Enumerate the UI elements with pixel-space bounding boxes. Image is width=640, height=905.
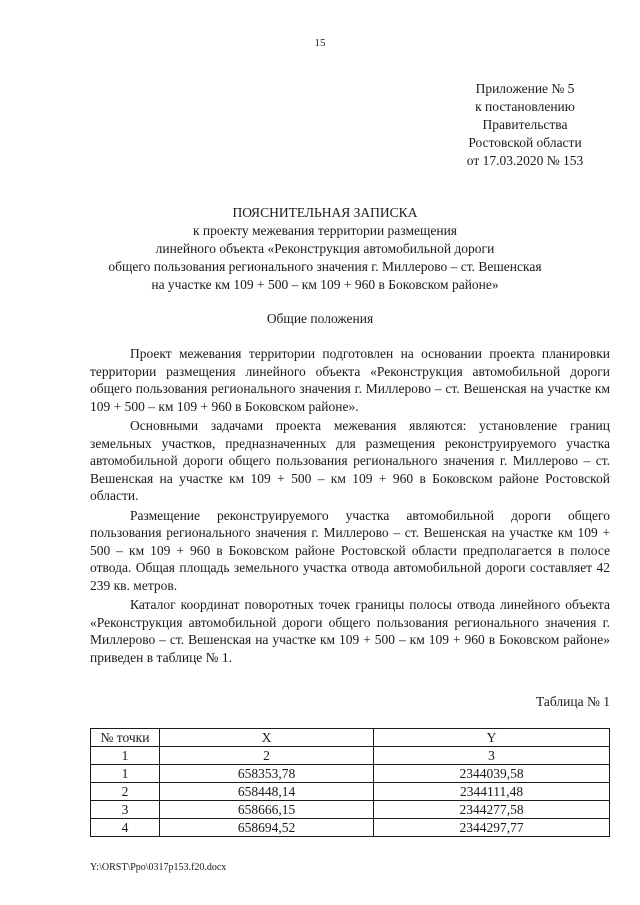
table-cell: 2344277,58 (374, 801, 610, 819)
paragraph: Проект межевания территории подготовлен на основании проекта планировки территории размещения линейного объекта «Реконструкция автомобильной дороги общего пользования регионального значения г. Миллерово – ст. Вешенская на участке км 109 + 500 – км 109 + 960 в Боковском районе». (90, 346, 610, 414)
footer-file-path: Y:\ORST\Ppo\0317p153.f20.docx (90, 862, 227, 873)
table-cell: 3 (374, 747, 610, 765)
title-line: к проекту межевания территории размещения (192, 223, 458, 238)
table-cell: 2344039,58 (374, 765, 610, 783)
appendix-line: к постановлению (475, 99, 575, 114)
document-title (40, 204, 610, 294)
coordinates-table (90, 728, 610, 837)
table-cell: 658694,52 (160, 819, 374, 837)
paragraph: Размещение реконструируемого участка автомобильной дороги общего пользования регионального значения г. Миллерово – ст. Вешенская на участке км 109 + 500 – км 109 + 960 в Боковском районе Ростовской области предполагается в полосе отвода. Общая площадь земельного участка отвода автомобильной дороги составляет 42 239 кв. метров. (90, 507, 610, 593)
page-number: 15 (314, 37, 326, 49)
table-cell: 2 (160, 747, 374, 765)
title-line: линейного объекта «Реконструкция автомобильной дороги (155, 241, 495, 256)
table-cell: 2 (91, 783, 160, 801)
table-cell: 658448,14 (160, 783, 374, 801)
table-cell: 3 (91, 801, 160, 819)
section-heading: Общие положения (266, 311, 374, 326)
table-caption: Таблица № 1 (536, 694, 610, 709)
table-cell: 1 (91, 747, 160, 765)
appendix-line: Приложение № 5 (475, 81, 575, 96)
table-cell: 2344111,48 (374, 783, 610, 801)
body-text (90, 345, 610, 668)
paragraph: Каталог координат поворотных точек границы полосы отвода линейного объекта «Реконструкция автомобильной дороги общего пользования регионального значения г. Миллерово – ст. Вешенская на участке км 109 + 500 – км 109 + 960 в Боковском районе» приведен в таблице № 1. (90, 597, 610, 665)
appendix-line: Правительства (482, 117, 568, 132)
title-line: на участке км 109 + 500 – км 109 + 960 в Боковском районе» (151, 277, 499, 292)
table-row (91, 801, 610, 819)
table-index-row (91, 747, 610, 765)
paragraph: Основными задачами проекта межевания являются: установление границ земельных участков, предназначенных для размещения реконструируемого участка автомобильной дороги общего пользования регионального значения г. Миллерово – ст. Вешенская на участке км 109 + 500 – км 109 + 960 в Боковском районе Ростовской области. (90, 418, 610, 503)
appendix-block (420, 80, 630, 170)
table-header-row (91, 729, 610, 747)
appendix-line: Ростовской области (468, 135, 582, 150)
table-cell: 658353,78 (160, 765, 374, 783)
table-row (91, 765, 610, 783)
table-row (91, 783, 610, 801)
table-cell: 4 (91, 819, 160, 837)
column-header-point: № точки (91, 729, 160, 747)
table-cell: 2344297,77 (374, 819, 610, 837)
appendix-line: от 17.03.2020 № 153 (466, 153, 584, 168)
column-header-x: X (160, 729, 374, 747)
table-cell: 658666,15 (160, 801, 374, 819)
title-heading: ПОЯСНИТЕЛЬНАЯ ЗАПИСКА (232, 205, 418, 220)
table-cell: 1 (91, 765, 160, 783)
table-row (91, 819, 610, 837)
column-header-y: Y (374, 729, 610, 747)
title-line: общего пользования регионального значения г. Миллерово – ст. Вешенская (108, 259, 542, 274)
